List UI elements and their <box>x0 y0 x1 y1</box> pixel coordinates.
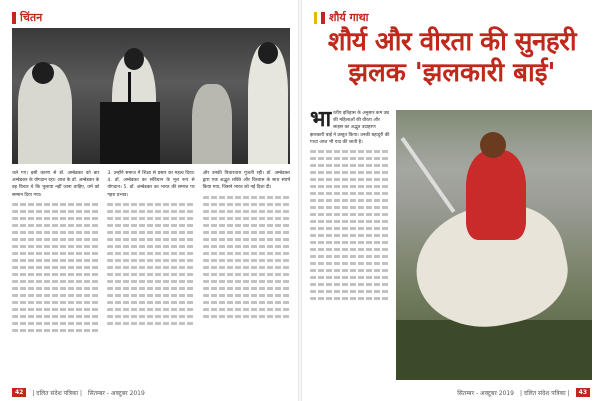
microphone-icon <box>128 72 131 102</box>
column-3 <box>203 170 290 334</box>
jhalkari-bai-painting <box>396 110 592 380</box>
tag-bar-icon <box>12 12 16 24</box>
magazine-name: | दलित संदेश पत्रिका | <box>32 389 83 397</box>
section-label: चिंतन <box>20 11 43 24</box>
warrior-rider <box>466 150 526 240</box>
drop-cap: भा <box>310 107 332 132</box>
column-text: चले गए। इसी कारण से डॉ. अम्बेडकर को बार अम्बेडकर के योगदान रहा। आज के डॉ. अम्बेडकर के वह विचार थे कि भुलाया नहीं जाना चाहिए, धर्म को सम्मान दिया गया। <box>12 171 100 198</box>
footer-left <box>12 388 145 397</box>
issue-date: सितम्बर - अक्टूबर 2019 <box>88 389 145 397</box>
page-number: 43 <box>576 388 590 397</box>
footer-right <box>457 388 590 397</box>
podium <box>100 102 160 164</box>
column-2 <box>107 170 194 334</box>
tag-bar-icon <box>321 12 325 24</box>
photo-head-3 <box>258 42 278 64</box>
section-tag-right <box>314 10 368 25</box>
photo-figure-2 <box>192 84 232 164</box>
intro-column <box>310 107 390 302</box>
column-1 <box>12 170 99 334</box>
photo-head <box>32 62 54 84</box>
issue-date: सितम्बर - अक्टूबर 2019 <box>457 389 514 397</box>
article-columns-left <box>12 170 290 334</box>
painting-ground <box>396 320 592 380</box>
warrior-head <box>480 132 506 158</box>
section-label: शौर्य गाथा <box>329 11 369 24</box>
intro-text: रतीय इतिहास के अनुसार कम उम्र की महिलाओं की वीरता और साहस का अद्भुत उदाहरण झलकारी बाई ने प्रस्तुत किया। उनकी बहादुरी की गाथा आज भी याद की जाती है। <box>310 111 390 145</box>
headline-line-2: झलक 'झलकारी बाई' <box>348 58 556 88</box>
tag-bar-icon <box>314 12 317 24</box>
speaker-head <box>124 48 144 70</box>
article-headline <box>314 26 590 88</box>
column-text: और उनकी विचारधारा गूंजती रही। डॉ. अम्बेडकर द्वारा एक अद्भुत शक्ति और विश्वास के साथ संघर्ष किया गया, जिसने भारत को नई दिशा दी। <box>202 171 290 191</box>
section-tag-left <box>12 10 42 25</box>
headline-line-1: शौर्य और वीरता की सुनहरी <box>327 27 577 57</box>
magazine-name: | दलित संदेश पत्रिका | <box>519 389 570 397</box>
right-page <box>300 0 600 401</box>
speech-photo <box>12 28 290 164</box>
page-number: 42 <box>12 388 26 397</box>
column-text: 3. उन्होंने समाज में शिक्षा से प्रसार का महत्व दिया। 4. डॉ. अम्बेडकर का संविधान के मूल रूप से योगदान। 5. डॉ. अम्बेडकर का भारत की समाज पर गहरा प्रभाव। <box>107 171 195 198</box>
